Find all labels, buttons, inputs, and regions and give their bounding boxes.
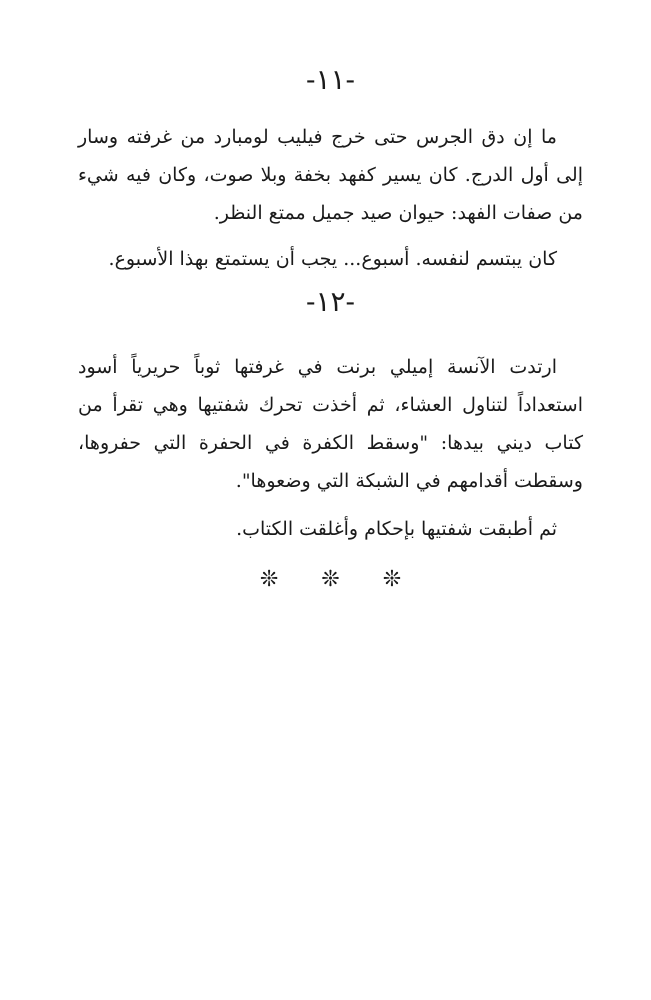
chapter-12-paragraph-1: ارتدت الآنسة إميلي برنت في غرفتها ثوباً حريرياً أسود استعداداً لتناول العشاء، ثم أخذت تحرك شفتيها وهي تقرأ من كتاب ديني بيدها: "وسقط الكفرة في الحفرة التي حفروها، وسقطت أقدامهم في الشبكة التي وضعوها".	[78, 356, 583, 492]
book-page	[78, 60, 583, 600]
chapter-heading-11: -١١-	[305, 63, 355, 96]
chapter-12-paragraph-2: ثم أطبقت شفتيها بإحكام وأغلقت الكتاب.	[236, 518, 557, 540]
chapter-11-paragraph-1: ما إن دق الجرس حتى خرج فيليب لومبارد من غرفته وسار إلى أول الدرج. كان يسير كفهد بخفة وبلا صوت، وكان فيه شيء من صفات الفهد: حيوان صيد جميل ممتع النظر.	[78, 126, 583, 224]
chapter-heading-12: -١٢-	[305, 285, 355, 318]
section-end-ornament: ❊ ❊ ❊	[259, 567, 420, 592]
chapter-11-paragraph-2: كان يبتسم لنفسه. أسبوع... يجب أن يستمتع بهذا الأسبوع.	[108, 248, 557, 270]
